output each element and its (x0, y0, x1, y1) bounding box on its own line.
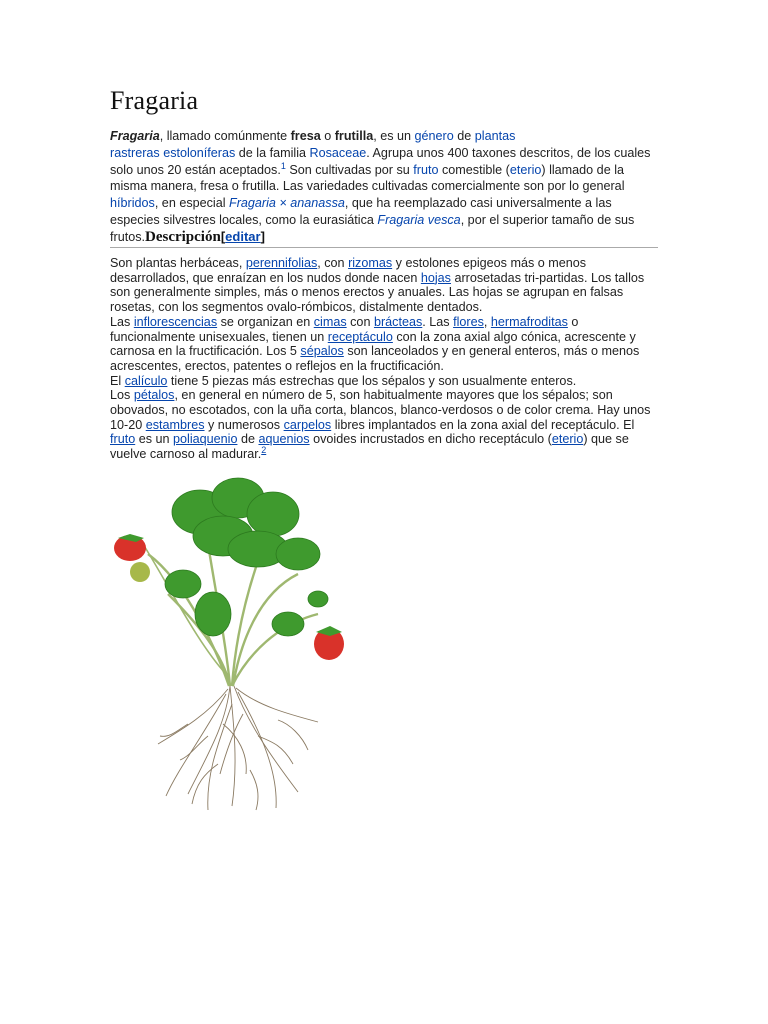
link-eterio[interactable]: eterio (509, 162, 542, 177)
link-inflorescencias[interactable]: inflorescencias (133, 314, 218, 329)
text: con (346, 314, 374, 329)
edit-section (221, 229, 265, 244)
link-text: Fragaria vesca (377, 212, 461, 227)
edit-link[interactable]: editar (225, 228, 261, 244)
link-rastreras[interactable]: rastreras (110, 145, 160, 160)
text: . Agrupa unos 400 taxones descritos, de los cuales solo unos 20 están aceptados. (110, 145, 651, 177)
text: Son plantas herbáceas, (110, 256, 246, 270)
text: Son cultivadas por su (285, 162, 414, 177)
text: , en general en número de 5, son habitualmente mayores que los sépalos; son obovados, no escotados, con la uña corta, blancos, blanco-verdosos o de color crema. Hay unos 10-20 (110, 388, 651, 432)
link-cimas[interactable]: cimas (313, 314, 347, 329)
text: , llamado comúnmente (159, 129, 291, 143)
paragraph-petals (110, 388, 660, 462)
paragraph-caliculo (110, 374, 660, 389)
bracket: ] (260, 228, 265, 244)
link-fragaria-ananassa[interactable] (229, 196, 345, 210)
link-petalos[interactable]: pétalos (133, 388, 175, 403)
link-poliaquenio[interactable]: poliaquenio (173, 432, 238, 447)
intro-paragraph (110, 128, 658, 246)
link-fruto[interactable]: fruto (413, 162, 439, 177)
text: libres implantados en la zona axial del receptáculo. El (331, 417, 635, 432)
description-body (110, 256, 660, 462)
link-plantas[interactable]: plantas (474, 129, 516, 143)
link-eterio-2[interactable]: eterio (551, 432, 584, 447)
link-receptaculo[interactable]: receptáculo (327, 329, 393, 344)
link-hermafroditas[interactable]: hermafroditas (490, 314, 568, 329)
text: tiene 5 piezas más estrechas que los sépalos y son usualmente enteros. (167, 373, 577, 388)
text: con la zona axial algo cónica, acrescente y carnosa en la fructificación. Los 5 (110, 329, 636, 359)
text: o (320, 129, 335, 143)
link-rizomas[interactable]: rizomas (348, 256, 393, 270)
link-fragaria-vesca[interactable] (377, 213, 460, 227)
link-carpelos[interactable]: carpelos (283, 417, 332, 432)
heading-divider (110, 247, 658, 248)
text: son lanceolados y en general enteros, más o menos acrescentes, erectos, patentes o reflejos en la fructificación. (110, 344, 640, 373)
text: arrosetadas tri-partidas. Los tallos son generalmente simples, más o menos erectos y anuales. Las hojas se agrupan en falsas rosetas, con los segmentos ovalo-rómbicos, distalmente dentados. (110, 270, 645, 315)
link-estambres[interactable]: estambres (145, 417, 205, 432)
paragraph-inflorescences (110, 315, 660, 374)
text: de (237, 432, 259, 447)
text: . Las (422, 314, 454, 329)
link-genero[interactable]: género (414, 129, 454, 143)
link-hibridos[interactable]: híbridos (110, 196, 155, 211)
text: es un (135, 432, 174, 447)
bracket: [ (220, 228, 226, 244)
link-hojas[interactable]: hojas (420, 270, 451, 285)
text: , es un (373, 129, 415, 143)
text: se organizan en (217, 314, 314, 329)
text: y estolones epigeos más o menos desarrollados, que enraízan en los nudos donde nacen (110, 256, 587, 285)
text: , que ha reemplazado casi universalmente a las especies silvestres locales, como la eurasiática (110, 196, 612, 227)
text: de (453, 129, 475, 143)
ref-1[interactable]: 1 (280, 160, 286, 171)
text: y numerosos (204, 417, 284, 432)
link-estoloniferas[interactable]: estoloníferas (163, 145, 236, 160)
text: Las (110, 314, 134, 329)
text: o funcionalmente unisexuales, tienen un (110, 314, 579, 344)
text: Los (110, 388, 134, 403)
link-rosaceae[interactable]: Rosaceae (309, 145, 367, 160)
term-fragaria: Fragaria (110, 129, 160, 143)
term-fresa: fresa (290, 129, 321, 143)
text: ) llamado de la misma manera, fresa o frutilla. Las variedades cultivadas comercialmente son por lo general (110, 162, 625, 194)
text: , en especial (154, 196, 230, 211)
text: , (483, 314, 491, 329)
section-heading-descripcion (145, 229, 265, 245)
page-title: Fragaria (110, 86, 199, 115)
link-fruto-2[interactable]: fruto (110, 432, 136, 447)
link-perennifolias[interactable]: perennifolias (245, 256, 318, 270)
text: , por el superior tamaño de sus frutos. (110, 212, 635, 244)
link-aquenios[interactable]: aquenios (258, 432, 310, 447)
text: comestible ( (438, 162, 510, 177)
term-frutilla: frutilla (334, 129, 374, 143)
roots-icon (158, 686, 318, 810)
leaves-icon (165, 478, 328, 636)
link-caliculo[interactable]: calículo (124, 373, 168, 388)
link-sepalos[interactable]: sépalos (300, 344, 344, 359)
paragraph-plants (110, 256, 660, 315)
ref-2[interactable]: 2 (261, 444, 267, 455)
link-text: Fragaria × ananassa (229, 196, 345, 211)
text: ovoides incrustados en dicho receptáculo ( (309, 432, 552, 447)
link-bracteas[interactable]: brácteas (373, 314, 423, 329)
strawberry-plant-image (108, 474, 358, 814)
text: , con (317, 256, 349, 270)
heading-text: Descripción (145, 228, 221, 245)
text: El (110, 373, 125, 388)
link-flores[interactable]: flores (453, 314, 484, 329)
text: de la familia (235, 145, 310, 160)
text: ) que se vuelve carnoso al madurar. (110, 432, 629, 462)
